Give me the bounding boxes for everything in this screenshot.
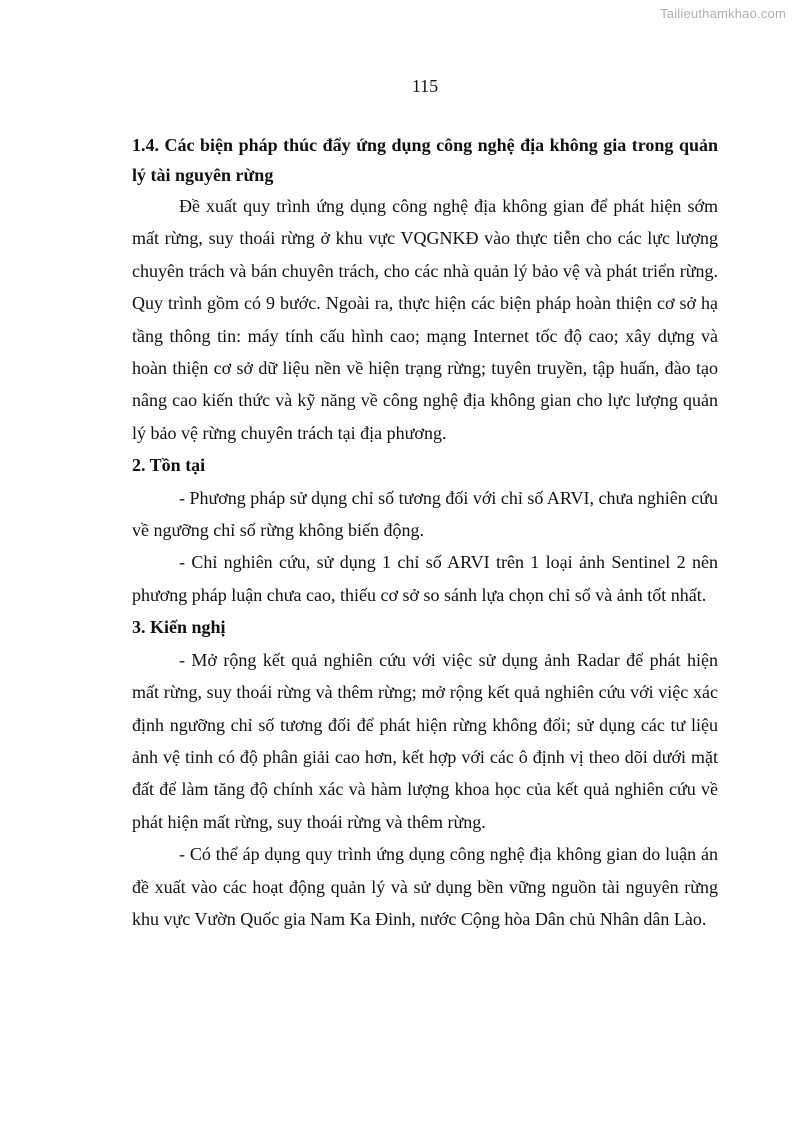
section-3-item-2: - Có thể áp dụng quy trình ứng dụng công nghệ địa không gian do luận án đề xuất vào các hoạt động quản lý và sử dụng bền vững nguồn tài nguyên rừng khu vực Vườn Quốc gia Nam Ka Đinh, nước Cộng hòa Dân chủ Nhân dân Lào. [132,844,718,929]
section-2-heading: 2. Tồn tại [132,455,206,476]
watermark-text: Tailieuthamkhao.com [660,6,786,21]
section-3-item-1: - Mở rộng kết quả nghiên cứu với việc sử dụng ảnh Radar để phát hiện mất rừng, suy thoái rừng và thêm rừng; mở rộng kết quả nghiên cứu với việc xác định ngưỡng chỉ số tương đối để phát hiện rừng không đổi; sử dụng các tư liệu ảnh vệ tinh có độ phân giải cao hơn, kết hợp với các ô định vị theo dõi dưới mặt đất để làm tăng độ chính xác và hàm lượng khoa học của kết quả nghiên cứu về phát hiện mất rừng, suy thoái rừng và thêm rừng. [132,649,718,832]
section-1-4-heading: 1.4. Các biện pháp thúc đẩy ứng dụng công nghệ địa không gia trong quản lý tài nguyên rừng [132,135,718,185]
section-3-heading: 3. Kiến nghị [132,617,226,638]
page-number: 115 [411,76,439,96]
section-2-item-2: - Chỉ nghiên cứu, sử dụng 1 chỉ số ARVI trên 1 loại ảnh Sentinel 2 nên phương pháp luận chưa cao, thiếu cơ sở so sánh lựa chọn chỉ số và ảnh tốt nhất. [132,552,718,605]
section-2-item-1: - Phương pháp sử dụng chỉ số tương đối với chỉ số ARVI, chưa nghiên cứu về ngưỡng chỉ số rừng không biến động. [132,487,718,541]
section-1-4-paragraph: Đề xuất quy trình ứng dụng công nghệ địa không gian để phát hiện sớm mất rừng, suy thoái rừng ở khu vực VQGNKĐ vào thực tiễn cho các lực lượng chuyên trách và bán chuyên trách, cho các nhà quản lý bảo vệ và phát triển rừng. Quy trình gồm có 9 bước. Ngoài ra, thực hiện các biện pháp hoàn thiện cơ sở hạ tầng thông tin: máy tính cấu hình cao; mạng Internet tốc độ cao; xây dựng và hoàn thiện cơ sở dữ liệu nền về hiện trạng rừng; tuyên truyền, tập huấn, đào tạo nâng cao kiến thức và kỹ năng về công nghệ địa không gian cho lực lượng quản lý bảo vệ rừng chuyên trách tại địa phương. [132,196,718,443]
document-body [132,130,718,935]
